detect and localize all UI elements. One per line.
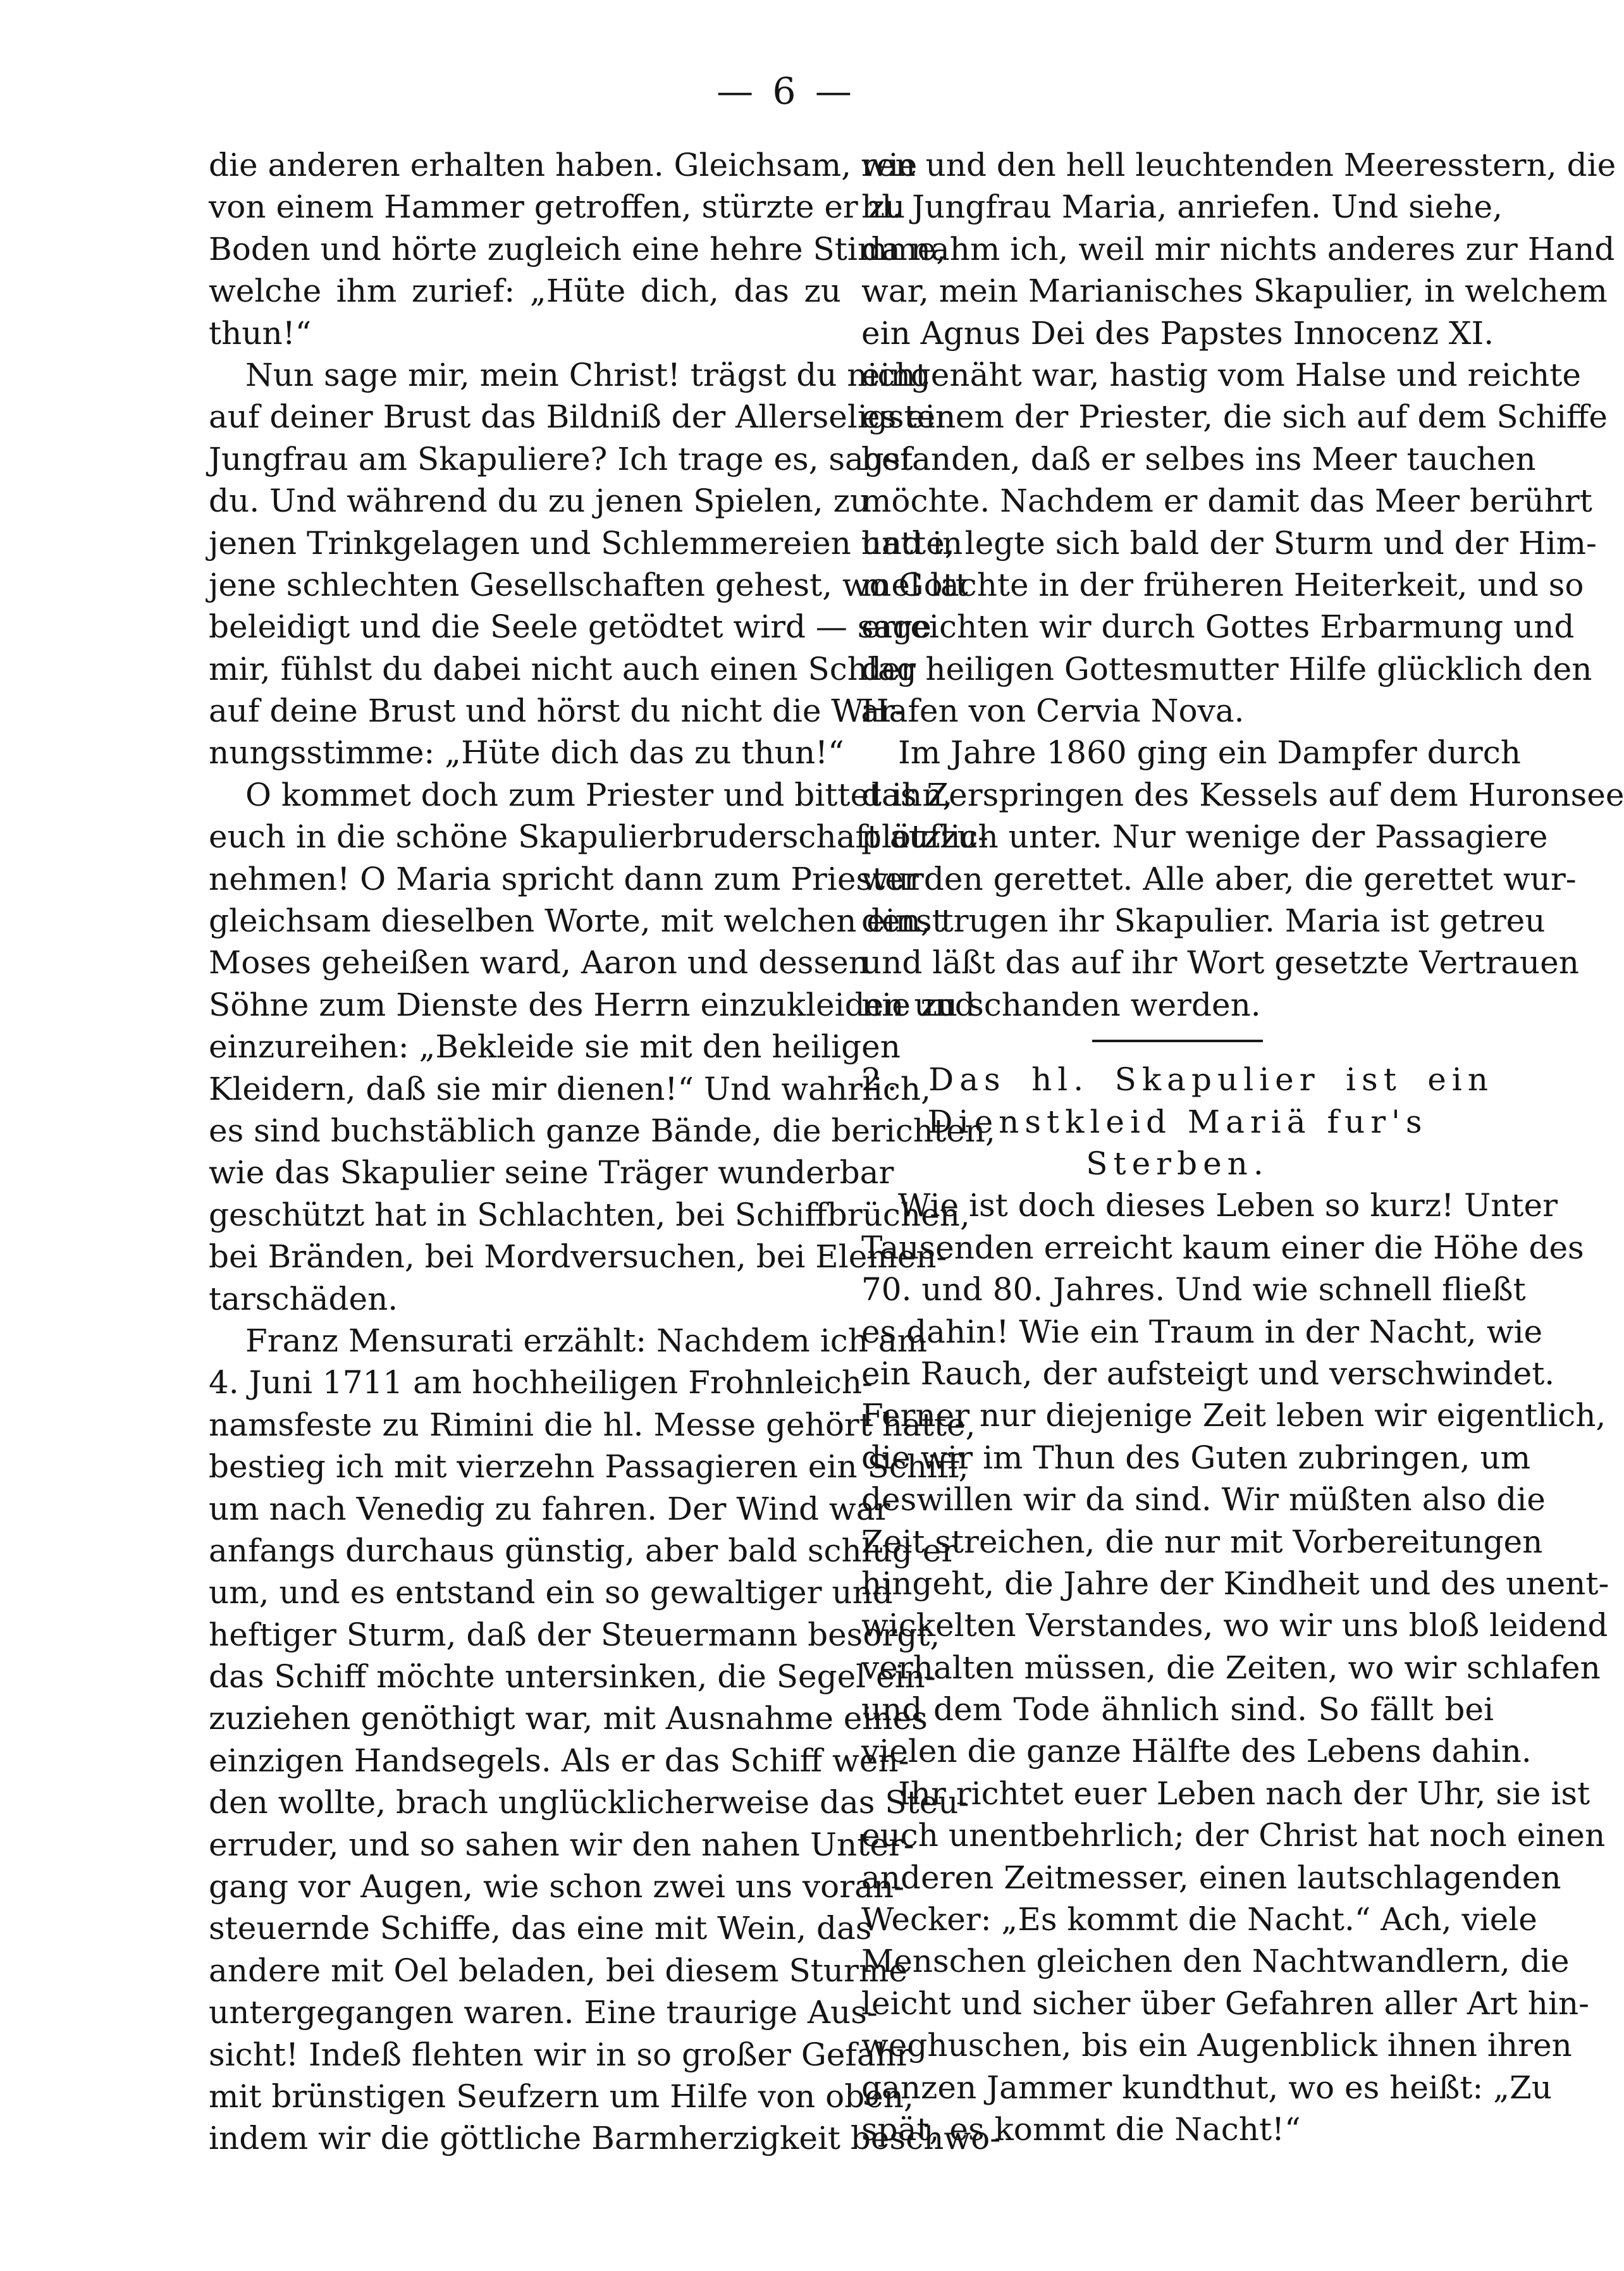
text-line: indem wir die göttliche Barmherzigkeit beschwo- <box>209 2120 1001 2157</box>
text-line: erruder, und so sahen wir den nahen Unter- <box>209 1826 914 1863</box>
text-line: euch in die schöne Skapulierbruderschaft aufzu- <box>209 818 988 856</box>
text-line: vielen die ganze Hälfte des Lebens dahin. <box>861 1733 1532 1770</box>
text-line: um nach Venedig zu fahren. Der Wind war <box>209 1490 890 1527</box>
text-line: bei Bränden, bei Mordversuchen, bei Elemen- <box>209 1238 947 1276</box>
text-line: hatte, legte sich bald der Sturm und der Him- <box>861 524 1597 562</box>
text-line: Ferner nur diejenige Zeit leben wir eigentlich, <box>861 1397 1606 1434</box>
text-line: 70. und 80. Jahres. Und wie schnell fließt <box>861 1271 1526 1308</box>
page-number: — 6 — <box>717 70 856 113</box>
text-line: mit brünstigen Seufzern um Hilfe von oben, <box>209 2077 914 2115</box>
text-line: das Zerspringen des Kessels auf dem Huronsee <box>861 776 1624 813</box>
text-line: ein Rauch, der aufsteigt und verschwindet. <box>861 1355 1555 1392</box>
text-line: eingenäht war, hastig vom Halse und reichte <box>861 356 1581 393</box>
text-line: spät, es kommt die Nacht!“ <box>861 2110 1301 2148</box>
text-line: Ihr richtet euer Leben nach der Uhr, sie ist <box>898 1775 1590 1812</box>
text-line: sicht! Indeß flehten wir in so großer Gefahr <box>209 2036 911 2073</box>
text-line: jenen Trinkgelagen und Schlemmereien und in <box>209 524 963 562</box>
text-line: verhalten müssen, die Zeiten, wo wir schlafen <box>861 1649 1601 1686</box>
text-line: wurden gerettet. Alle aber, die gerettet wur- <box>861 860 1577 897</box>
text-line: die anderen erhalten haben. Gleichsam, wie <box>209 147 918 183</box>
text-line: um, und es entstand ein so gewaltiger und <box>209 1574 893 1611</box>
text-line: den, trugen ihr Skapulier. Maria ist getreu <box>861 902 1546 940</box>
text-line: Tausenden erreicht kaum einer die Höhe des <box>861 1229 1584 1266</box>
text-line: ein Agnus Dei des Papstes Innocenz XI. <box>861 314 1494 352</box>
text-line: es einem der Priester, die sich auf dem Schiffe <box>861 398 1608 436</box>
text-line: geschützt hat in Schlachten, bei Schiffbrüchen, <box>209 1196 970 1233</box>
text-line: 4. Juni 1711 am hochheiligen Frohnleich- <box>209 1364 873 1401</box>
text-line: und dem Tode ähnlich sind. So fällt bei <box>861 1691 1494 1728</box>
text-line: Zeit streichen, die nur mit Vorbereitungen <box>861 1523 1543 1560</box>
text-line: welche ihm zurief: „Hüte dich, das zu <box>209 273 841 310</box>
text-line: deswillen wir da sind. Wir müßten also die <box>861 1481 1546 1518</box>
text-line: die wir im Thun des Guten zubringen, um <box>861 1439 1531 1476</box>
left-text-column <box>209 144 1001 2160</box>
text-line: euch unentbehrlich; der Christ hat noch einen <box>861 1817 1606 1854</box>
text-line: andere mit Oel beladen, bei diesem Sturme <box>209 1952 907 1989</box>
text-line: tarschäden. <box>209 1280 398 1317</box>
text-line: ren und den hell leuchtenden Meeresstern, die <box>861 147 1616 183</box>
section-heading-line: Sterben. <box>1086 1145 1269 1182</box>
text-line: heftiger Sturm, daß der Steuermann besorgt, <box>209 1616 940 1653</box>
text-line: befanden, daß er selbes ins Meer tauchen <box>861 440 1536 477</box>
text-line: anfangs durchaus günstig, aber bald schlug er <box>209 1532 957 1569</box>
text-line: Menschen gleichen den Nachtwandlern, die <box>861 1943 1570 1980</box>
text-line: erreichten wir durch Gottes Erbarmung und <box>861 608 1575 646</box>
text-line: plötzlich unter. Nur wenige der Passagiere <box>861 818 1548 856</box>
text-line: es sind buchstäblich ganze Bände, die berichten, <box>209 1112 995 1149</box>
text-line: hingeht, die Jahre der Kindheit und des unent- <box>861 1565 1609 1602</box>
text-line: leicht und sicher über Gefahren aller Art hin- <box>861 1985 1590 2022</box>
text-line: Im Jahre 1860 ging ein Dampfer durch <box>898 734 1521 772</box>
text-line: Hafen von Cervia Nova. <box>861 692 1245 730</box>
text-line: beleidigt und die Seele getödtet wird — sage <box>209 608 932 646</box>
text-line: bestieg ich mit vierzehn Passagieren ein Schiff, <box>209 1448 969 1486</box>
text-line: Kleidern, daß sie mir dienen!“ Und wahrlich, <box>209 1070 932 1107</box>
text-line: auf deine Brust und hörst du nicht die War- <box>209 692 906 730</box>
text-line: einzureihen: „Bekleide sie mit den heiligen <box>209 1028 901 1066</box>
text-line: untergegangen waren. Eine traurige Aus- <box>209 1994 878 2031</box>
text-line: Wie ist doch dieses Leben so kurz! Unter <box>898 1187 1558 1224</box>
right-text-column <box>861 144 1624 2150</box>
text-line: Franz Mensurati erzählt: Nachdem ich am <box>245 1322 928 1359</box>
text-line: Moses geheißen ward, Aaron und dessen <box>209 944 869 982</box>
section-divider <box>1092 1040 1263 1042</box>
text-line: das Schiff möchte untersinken, die Segel ein- <box>209 1658 936 1696</box>
text-line: den wollte, brach unglücklicherweise das Steu- <box>209 1784 969 1821</box>
text-line: zuziehen genöthigt war, mit Ausnahme eines <box>209 1700 928 1737</box>
text-line: steuernde Schiffe, das eine mit Wein, das <box>209 1910 872 1947</box>
text-line: jene schlechten Gesellschaften gehest, wo Gott <box>209 566 968 603</box>
text-line: Boden und hörte zugleich eine hehre Stimme, <box>209 230 947 268</box>
text-line: hl. Jungfrau Maria, anriefen. Und siehe, <box>861 188 1503 226</box>
text-line: anderen Zeitmesser, einen lautschlagenden <box>861 1859 1561 1896</box>
text-line: gang vor Augen, wie schon zwei uns voran- <box>209 1868 905 1905</box>
text-line: O kommet doch zum Priester und bittet ihn, <box>245 776 953 813</box>
text-line: mir, fühlst du dabei nicht auch einen Schlag <box>209 650 917 687</box>
text-line: nie zu schanden werden. <box>861 986 1261 1023</box>
text-line: Wecker: „Es kommt die Nacht.“ Ach, viele <box>861 1901 1537 1938</box>
text-line: wie das Skapulier seine Träger wunderbar <box>209 1154 894 1191</box>
text-line: thun!“ <box>209 314 312 352</box>
text-line: es dahin! Wie ein Traum in der Nacht, wie <box>861 1313 1543 1350</box>
text-line: und läßt das auf ihr Wort gesetzte Vertrauen <box>861 944 1579 982</box>
text-line: war, mein Marianisches Skapulier, in welchem <box>861 273 1608 310</box>
text-line: nungsstimme: „Hüte dich das zu thun!“ <box>209 734 844 772</box>
text-line: wickelten Verstandes, wo wir uns bloß leidend <box>861 1607 1608 1644</box>
text-line: von einem Hammer getroffen, stürzte er zu <box>209 188 906 226</box>
text-line: mel lachte in der früheren Heiterkeit, und so <box>861 566 1584 603</box>
text-line: du. Und während du zu jenen Spielen, zu <box>209 483 871 520</box>
text-line: der heiligen Gottesmutter Hilfe glücklich den <box>861 650 1592 687</box>
text-line: möchte. Nachdem er damit das Meer berührt <box>861 483 1592 520</box>
text-line: gleichsam dieselben Worte, mit welchen einst <box>209 902 945 940</box>
text-line: Nun sage mir, mein Christ! trägst du nicht <box>245 356 928 393</box>
text-line: auf deiner Brust das Bildniß der Allerseligsten <box>209 398 956 436</box>
text-line: nehmen! O Maria spricht dann zum Priester <box>209 860 919 897</box>
section-heading-line: 2. Das hl. Skapulier ist ein <box>861 1061 1494 1099</box>
text-line: Jungfrau am Skapuliere? Ich trage es, sagst <box>209 440 913 477</box>
text-line: namsfeste zu Rimini die hl. Messe gehört hatte, <box>209 1406 976 1443</box>
text-line: weghuschen, bis ein Augenblick ihnen ihren <box>861 2027 1572 2064</box>
text-line: da nahm ich, weil mir nichts anderes zur Hand <box>861 230 1615 268</box>
section-heading-line: Dienstkleid Mariä fur's <box>927 1103 1428 1140</box>
text-line: ganzen Jammer kundthut, wo es heißt: „Zu <box>861 2069 1552 2106</box>
text-line: Söhne zum Dienste des Herrn einzukleiden und <box>209 986 975 1023</box>
text-line: einzigen Handsegels. Als er das Schiff wen- <box>209 1742 909 1779</box>
